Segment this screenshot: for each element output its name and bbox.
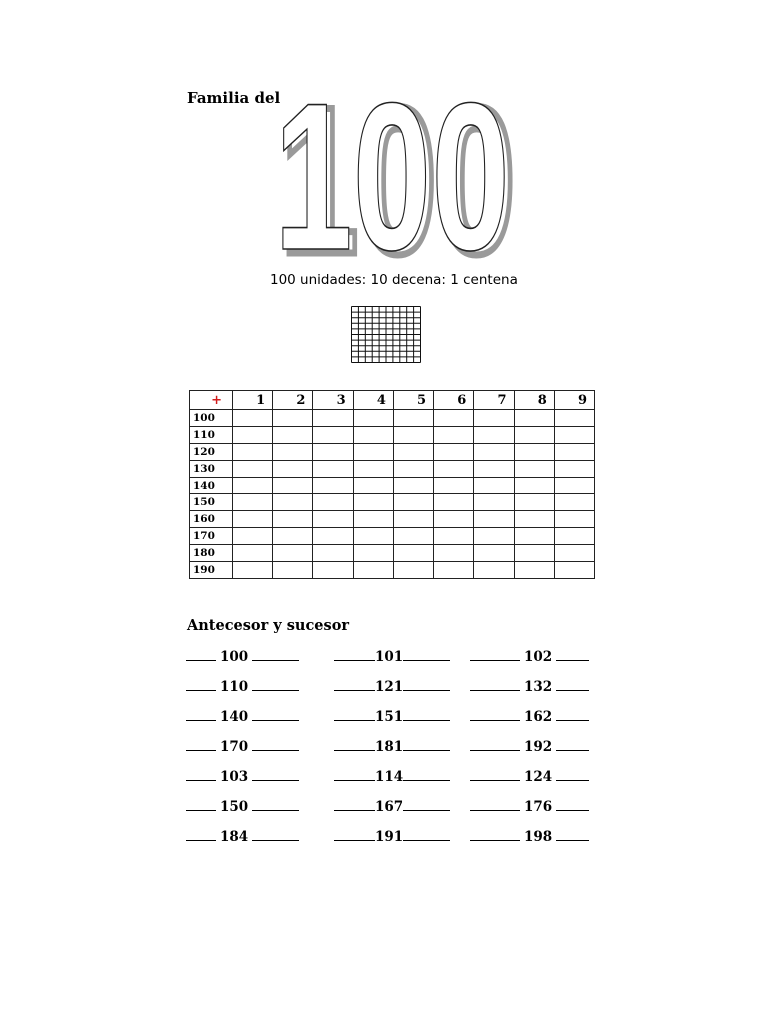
answer-cell[interactable]	[273, 494, 313, 511]
table-row	[190, 410, 595, 427]
column-header: 5	[393, 391, 433, 410]
answer-cell[interactable]	[393, 426, 433, 443]
row-header: 190	[190, 562, 233, 579]
answer-cell[interactable]	[313, 528, 353, 545]
exercise-number: 103	[220, 769, 249, 785]
answer-cell[interactable]	[514, 562, 554, 579]
predecessor-successor-item	[334, 679, 450, 695]
answer-cell[interactable]	[514, 545, 554, 562]
row-header: 160	[190, 511, 233, 528]
predecessor-blank[interactable]	[334, 769, 375, 781]
answer-cell[interactable]	[233, 410, 273, 427]
answer-cell[interactable]	[434, 410, 474, 427]
answer-cell[interactable]	[514, 460, 554, 477]
exercise-row	[186, 829, 606, 849]
predecessor-successor-item	[334, 799, 450, 815]
predecessor-blank[interactable]	[470, 709, 520, 721]
successor-blank[interactable]	[252, 769, 299, 781]
units-description: 100 unidades: 10 decena: 1 centena	[270, 272, 518, 288]
answer-cell[interactable]	[313, 494, 353, 511]
predecessor-blank[interactable]	[186, 649, 216, 661]
predecessor-blank[interactable]	[186, 739, 216, 751]
successor-blank[interactable]	[556, 769, 589, 781]
successor-blank[interactable]	[556, 799, 589, 811]
answer-cell[interactable]	[514, 528, 554, 545]
exercise-number: 100	[220, 649, 249, 665]
answer-cell[interactable]	[514, 477, 554, 494]
answer-cell[interactable]	[233, 443, 273, 460]
answer-cell[interactable]	[313, 562, 353, 579]
successor-blank[interactable]	[252, 739, 299, 751]
answer-cell[interactable]	[434, 426, 474, 443]
answer-cell[interactable]	[474, 511, 514, 528]
answer-cell[interactable]	[474, 426, 514, 443]
exercise-number: 181	[375, 739, 404, 755]
exercise-number: 110	[220, 679, 249, 695]
answer-cell[interactable]	[353, 545, 393, 562]
answer-cell[interactable]	[273, 410, 313, 427]
predecessor-successor-item	[470, 799, 589, 815]
answer-cell[interactable]	[273, 545, 313, 562]
exercise-number: 162	[524, 709, 553, 725]
row-header: 170	[190, 528, 233, 545]
exercise-number: 170	[220, 739, 249, 755]
predecessor-successor-item	[186, 829, 299, 845]
answer-cell[interactable]	[434, 443, 474, 460]
answer-cell[interactable]	[514, 443, 554, 460]
predecessor-successor-item	[470, 679, 589, 695]
answer-cell[interactable]	[474, 562, 514, 579]
answer-cell[interactable]	[554, 494, 594, 511]
plus-sign: +	[190, 391, 233, 410]
answer-cell[interactable]	[313, 511, 353, 528]
answer-cell[interactable]	[514, 426, 554, 443]
row-header: 140	[190, 477, 233, 494]
exercise-number: 101	[375, 649, 404, 665]
exercise-number: 167	[375, 799, 404, 815]
successor-blank[interactable]	[403, 829, 450, 841]
column-header: 9	[554, 391, 594, 410]
column-header: 1	[233, 391, 273, 410]
answer-cell[interactable]	[554, 477, 594, 494]
table-row	[190, 545, 595, 562]
exercise-row	[186, 709, 606, 729]
answer-cell[interactable]	[273, 528, 313, 545]
predecessor-successor-item	[186, 769, 299, 785]
row-header: 180	[190, 545, 233, 562]
successor-blank[interactable]	[556, 829, 589, 841]
answer-cell[interactable]	[474, 545, 514, 562]
answer-cell[interactable]	[434, 545, 474, 562]
exercise-number: 184	[220, 829, 249, 845]
answer-cell[interactable]	[233, 426, 273, 443]
table-row	[190, 460, 595, 477]
answer-cell[interactable]	[393, 494, 433, 511]
column-header: 7	[474, 391, 514, 410]
table-row	[190, 494, 595, 511]
page-title: Familia del	[187, 89, 281, 107]
answer-cell[interactable]	[474, 410, 514, 427]
predecessor-successor-item	[186, 649, 299, 665]
predecessor-blank[interactable]	[334, 829, 375, 841]
table-row	[190, 562, 595, 579]
answer-cell[interactable]	[554, 545, 594, 562]
row-header: 110	[190, 426, 233, 443]
successor-blank[interactable]	[403, 769, 450, 781]
answer-cell[interactable]	[514, 511, 554, 528]
row-header: 120	[190, 443, 233, 460]
answer-cell[interactable]	[554, 562, 594, 579]
answer-cell[interactable]	[353, 562, 393, 579]
successor-blank[interactable]	[556, 709, 589, 721]
answer-cell[interactable]	[233, 494, 273, 511]
row-header: 100	[190, 410, 233, 427]
exercise-number: 198	[524, 829, 553, 845]
answer-cell[interactable]	[393, 562, 433, 579]
column-header: 6	[434, 391, 474, 410]
answer-cell[interactable]	[393, 477, 433, 494]
predecessor-successor-item	[470, 709, 589, 725]
predecessor-blank[interactable]	[470, 739, 520, 751]
answer-cell[interactable]	[554, 528, 594, 545]
answer-cell[interactable]	[273, 460, 313, 477]
exercise-number: 102	[524, 649, 553, 665]
answer-cell[interactable]	[474, 443, 514, 460]
predecessor-successor-item	[186, 739, 299, 755]
answer-cell[interactable]	[233, 460, 273, 477]
exercise-number: 121	[375, 679, 404, 695]
column-header: 2	[273, 391, 313, 410]
successor-blank[interactable]	[252, 679, 299, 691]
answer-cell[interactable]	[273, 477, 313, 494]
column-header: 8	[514, 391, 554, 410]
answer-cell[interactable]	[434, 511, 474, 528]
predecessor-successor-item	[186, 799, 299, 815]
big-number-shadow: 100	[280, 90, 516, 260]
predecessor-successor-item	[470, 829, 589, 845]
answer-cell[interactable]	[233, 477, 273, 494]
answer-cell[interactable]	[313, 477, 353, 494]
answer-cell[interactable]	[273, 426, 313, 443]
predecessor-successor-item	[334, 829, 450, 845]
exercise-row	[186, 799, 606, 819]
predecessor-blank[interactable]	[470, 799, 520, 811]
exercise-number: 192	[524, 739, 553, 755]
answer-cell[interactable]	[233, 528, 273, 545]
predecessor-blank[interactable]	[334, 739, 375, 751]
answer-cell[interactable]	[353, 528, 393, 545]
answer-cell[interactable]	[353, 494, 393, 511]
table-row	[190, 511, 595, 528]
predecessor-blank[interactable]	[334, 709, 375, 721]
answer-cell[interactable]	[313, 426, 353, 443]
predecessor-successor-item	[470, 739, 589, 755]
answer-cell[interactable]	[393, 410, 433, 427]
successor-blank[interactable]	[252, 829, 299, 841]
answer-cell[interactable]	[554, 460, 594, 477]
predecessor-blank[interactable]	[186, 799, 216, 811]
table-row	[190, 443, 595, 460]
answer-cell[interactable]	[233, 511, 273, 528]
answer-cell[interactable]	[273, 562, 313, 579]
exercise-row	[186, 739, 606, 759]
exercise-number: 124	[524, 769, 553, 785]
predecessor-successor-item	[334, 739, 450, 755]
successor-blank[interactable]	[403, 679, 450, 691]
row-header: 130	[190, 460, 233, 477]
answer-cell[interactable]	[353, 443, 393, 460]
answer-cell[interactable]	[554, 511, 594, 528]
answer-cell[interactable]	[434, 460, 474, 477]
answer-cell[interactable]	[434, 494, 474, 511]
successor-blank[interactable]	[556, 739, 589, 751]
answer-cell[interactable]	[514, 410, 554, 427]
exercise-number: 150	[220, 799, 249, 815]
predecessor-blank[interactable]	[470, 829, 520, 841]
column-header: 4	[353, 391, 393, 410]
answer-cell[interactable]	[353, 511, 393, 528]
answer-cell[interactable]	[353, 460, 393, 477]
answer-cell[interactable]	[353, 477, 393, 494]
big-number-outline: 100	[274, 90, 510, 260]
predecessor-successor-item	[186, 679, 299, 695]
answer-cell[interactable]	[273, 443, 313, 460]
column-header: 3	[313, 391, 353, 410]
answer-cell[interactable]	[273, 511, 313, 528]
predecessor-blank[interactable]	[186, 679, 216, 691]
predecessor-blank[interactable]	[470, 769, 520, 781]
exercise-number: 191	[375, 829, 404, 845]
answer-cell[interactable]	[514, 494, 554, 511]
predecessor-blank[interactable]	[186, 709, 216, 721]
table-row	[190, 528, 595, 545]
answer-cell[interactable]	[353, 410, 393, 427]
successor-blank[interactable]	[403, 739, 450, 751]
answer-cell[interactable]	[313, 410, 353, 427]
predecessor-blank[interactable]	[334, 799, 375, 811]
answer-cell[interactable]	[313, 460, 353, 477]
answer-cell[interactable]	[434, 528, 474, 545]
successor-blank[interactable]	[252, 799, 299, 811]
exercise-row	[186, 679, 606, 699]
predecessor-blank[interactable]	[186, 769, 216, 781]
table-row	[190, 477, 595, 494]
predecessor-successor-item	[186, 709, 299, 725]
answer-cell[interactable]	[233, 545, 273, 562]
big-number-100-graphic	[268, 90, 528, 260]
row-header: 150	[190, 494, 233, 511]
section-title: Antecesor y sucesor	[187, 617, 349, 634]
predecessor-successor-item	[334, 769, 450, 785]
answer-cell[interactable]	[554, 443, 594, 460]
successor-blank[interactable]	[556, 649, 589, 661]
predecessor-blank[interactable]	[334, 679, 375, 691]
successor-blank[interactable]	[403, 649, 450, 661]
successor-blank[interactable]	[403, 799, 450, 811]
successor-blank[interactable]	[403, 709, 450, 721]
answer-cell[interactable]	[434, 477, 474, 494]
predecessor-blank[interactable]	[470, 679, 520, 691]
exercise-number: 140	[220, 709, 249, 725]
exercise-number: 151	[375, 709, 404, 725]
predecessor-successor-item	[334, 649, 450, 665]
predecessor-successor-item	[470, 649, 589, 665]
hundred-square-grid-icon	[351, 306, 421, 363]
answer-cell[interactable]	[233, 562, 273, 579]
predecessor-blank[interactable]	[186, 829, 216, 841]
answer-cell[interactable]	[474, 477, 514, 494]
answer-cell[interactable]	[353, 426, 393, 443]
exercise-row	[186, 649, 606, 669]
exercise-row	[186, 769, 606, 789]
exercise-number: 114	[375, 769, 404, 785]
predecessor-blank[interactable]	[334, 649, 375, 661]
predecessor-successor-item	[470, 769, 589, 785]
predecessor-blank[interactable]	[470, 649, 520, 661]
successor-blank[interactable]	[252, 649, 299, 661]
predecessor-successor-item	[334, 709, 450, 725]
addition-table	[189, 390, 595, 579]
table-row	[190, 426, 595, 443]
answer-cell[interactable]	[393, 460, 433, 477]
answer-cell[interactable]	[393, 528, 433, 545]
answer-cell[interactable]	[434, 562, 474, 579]
answer-cell[interactable]	[393, 443, 433, 460]
answer-cell[interactable]	[393, 511, 433, 528]
answer-cell[interactable]	[313, 545, 353, 562]
answer-cell[interactable]	[393, 545, 433, 562]
successor-blank[interactable]	[556, 679, 589, 691]
exercise-number: 132	[524, 679, 553, 695]
answer-cell[interactable]	[474, 460, 514, 477]
answer-cell[interactable]	[313, 443, 353, 460]
answer-cell[interactable]	[554, 426, 594, 443]
answer-cell[interactable]	[474, 528, 514, 545]
successor-blank[interactable]	[252, 709, 299, 721]
answer-cell[interactable]	[474, 494, 514, 511]
answer-cell[interactable]	[554, 410, 594, 427]
exercise-number: 176	[524, 799, 553, 815]
